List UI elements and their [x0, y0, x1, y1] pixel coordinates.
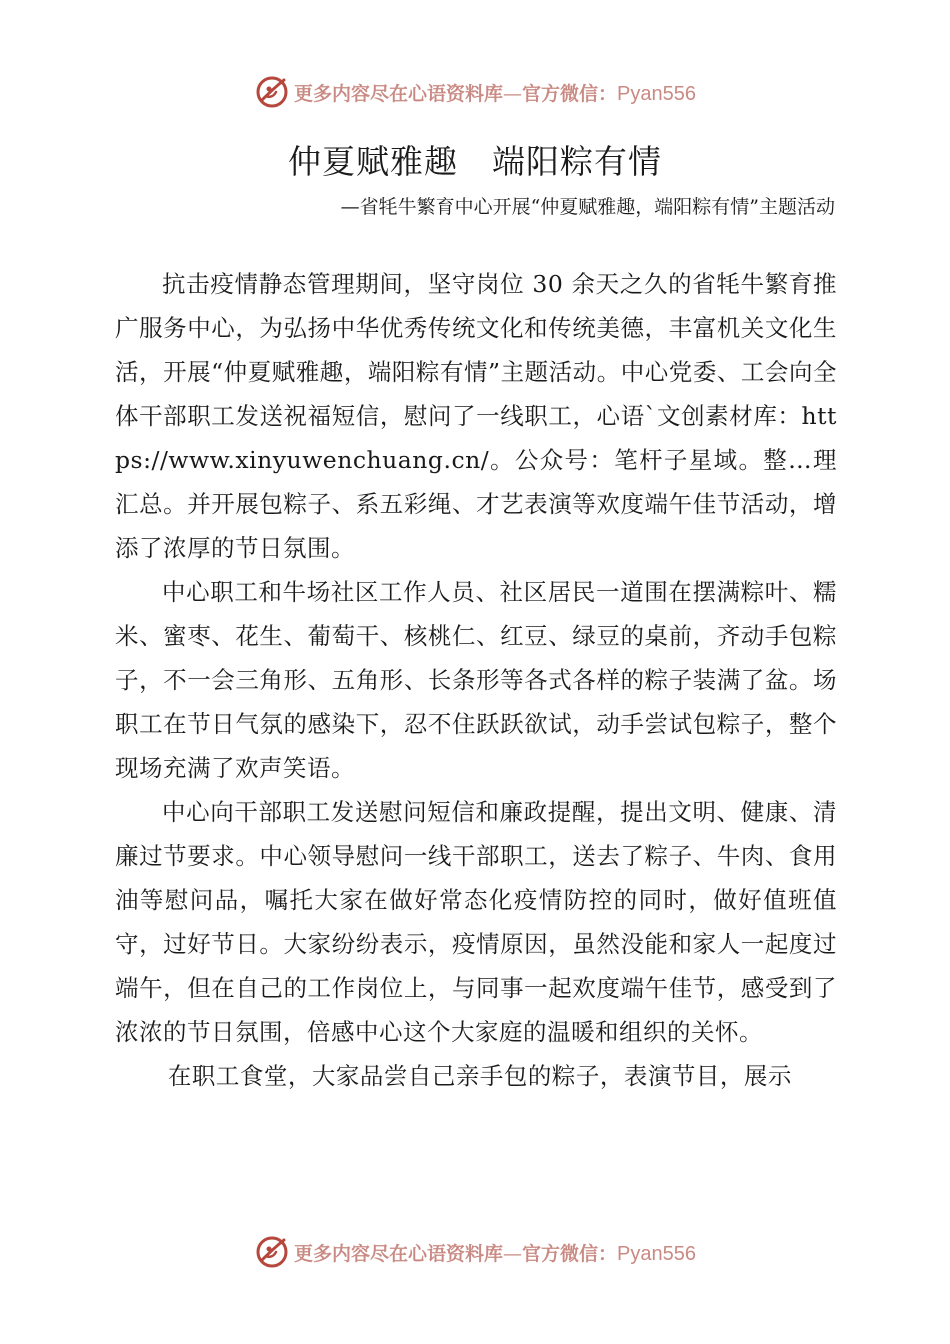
- article-subtitle: —省牦牛繁育中心开展“仲夏赋雅趣，端阳粽有情”主题活动: [340, 196, 835, 218]
- paragraph-3: 中心向干部职工发送慰问短信和廉政提醒，提出文明、健康、清廉过节要求。中心领导慰问一线干部职工，送去了粽子、牛肉、食用油等慰问品，嘱托大家在做好常态化疫情防控的同时，做好值班值守，过好节日。大家纷纷表示，疫情原因，虽然没能和家人一起度过端午，但在自己的工作岗位上，与同事一起欢度端午佳节，感受到了浓浓的节日氛围，倍感中心这个大家庭的温暖和组织的关怀。: [115, 798, 837, 1046]
- footer-banner: [0, 1232, 950, 1272]
- banner-wechat-id: Pyan556: [617, 82, 696, 105]
- header-banner: [0, 72, 950, 112]
- banner-site-text: 更多内容尽在心语资料库: [294, 82, 504, 105]
- footer-wechat-id: Pyan556: [617, 1242, 696, 1265]
- footer-separator: —: [503, 1242, 523, 1265]
- brush-logo-icon: [254, 74, 290, 110]
- banner-separator: —: [503, 82, 523, 105]
- article-title: 仲夏赋雅趣 端阳粽有情: [288, 142, 662, 181]
- paragraph-1: 抗击疫情静态管理期间，坚守岗位 30 余天之久的省牦牛繁育推广服务中心，为弘扬中华优秀传统文化和传统美德，丰富机关文化生活，开展“仲夏赋雅趣，端阳粽有情”主题活动。中心党委、工会向全体干部职工发送祝福短信，慰问了一线职工，心语`文创素材库：https://www.xinyuwenchuang.cn/。公众号：笔杆子星域。整…理汇总。并开展包粽子、系五彩绳、才艺表演等欢度端午佳节活动，增添了浓厚的节日氛围。: [115, 270, 837, 562]
- banner-wechat-label: 官方微信：: [522, 82, 618, 105]
- brush-logo-icon: [254, 1234, 290, 1270]
- paragraph-2: 中心职工和牛场社区工作人员、社区居民一道围在摆满粽叶、糯米、蜜枣、花生、葡萄干、核桃仁、红豆、绿豆的桌前，齐动手包粽子，不一会三角形、五角形、长条形等各式各样的粽子装满了盆。场职工在节日气氛的感染下，忍不住跃跃欲试，动手尝试包粽子，整个现场充满了欢声笑语。: [115, 578, 837, 782]
- paragraph-4: 在职工食堂，大家品尝自己亲手包的粽子，表演节目，展示: [167, 1062, 792, 1090]
- article-body: [115, 262, 837, 1098]
- footer-wechat-label: 官方微信：: [522, 1242, 618, 1265]
- footer-site-text: 更多内容尽在心语资料库: [294, 1242, 504, 1265]
